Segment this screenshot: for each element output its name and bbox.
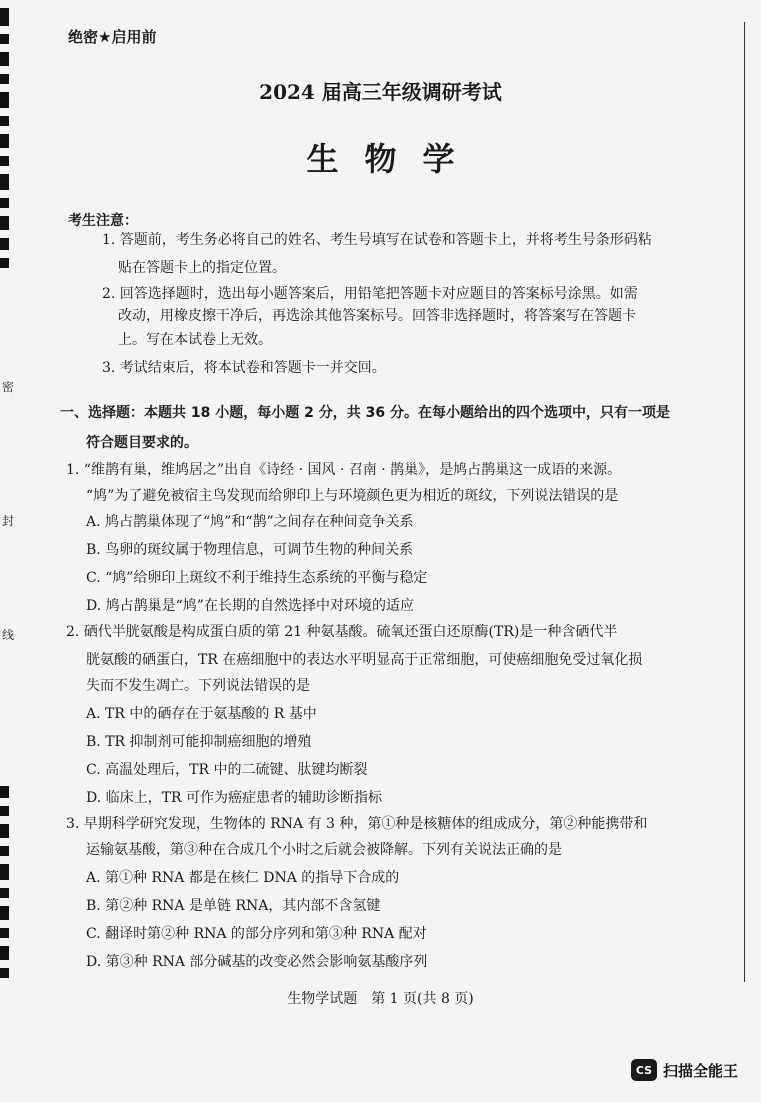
notice-line: 上。写在本试卷上无效。 [118, 332, 272, 348]
confidential-label: 绝密★启用前 [68, 28, 157, 46]
question-1-stem: “鸠”为了避免被宿主鸟发现而给卵印上与环境颜色更为相近的斑纹，下列说法错误的是 [86, 488, 619, 504]
notice-line: 3. 考试结束后，将本试卷和答题卡一并交回。 [102, 360, 386, 376]
camscanner-icon: CS [631, 1059, 657, 1081]
question-3-stem: 3. 早期科学研究发现，生物体的 RNA 有 3 种，第①种是核糖体的组成成分，第②种能携带和 [66, 816, 648, 832]
notice-line: 2. 回答选择题时，选出每小题答案后，用铅笔把答题卡对应题目的答案标号涂黑。如需 [102, 286, 638, 302]
question-2-stem: 2. 硒代半胱氨酸是构成蛋白质的第 21 种氨基酸。硫氧还蛋白还原酶(TR)是一种含硒代半 [66, 624, 618, 640]
notice-line: 改动，用橡皮擦干净后，再选涂其他答案标号。回答非选择题时，将答案写在答题卡 [118, 308, 636, 324]
question-2-stem: 失而不发生凋亡。下列说法错误的是 [86, 678, 310, 694]
question-3-option-b: B. 第②种 RNA 是单链 RNA，其内部不含氢键 [86, 898, 381, 914]
notice-line: 1. 答题前，考生务必将自己的姓名、考生号填写在试卷和答题卡上，并将考生号条形码粘 [102, 232, 652, 248]
watermark-text: 扫描全能王 [663, 1061, 739, 1080]
question-1-option-d: D. 鸠占鹊巢是“鸠”在长期的自然选择中对环境的适应 [86, 598, 414, 614]
exam-title: 2024 届高三年级调研考试 [259, 80, 502, 104]
section-heading-cont: 符合题目要求的。 [86, 435, 198, 451]
question-1-option-b: B. 鸟卵的斑纹属于物理信息，可调节生物的种间关系 [86, 542, 414, 558]
section-heading: 一、选择题：本题共 18 小题，每小题 2 分，共 36 分。在每小题给出的四个选项中，只有一项是 [60, 405, 670, 421]
side-mark-line: 线 [2, 628, 15, 642]
notice-heading: 考生注意： [68, 213, 138, 229]
question-1-option-a: A. 鸠占鹊巢体现了“鸠”和“鹊”之间存在种间竞争关系 [86, 514, 414, 530]
question-1-stem: 1. “维鹊有巢，维鸠居之”出自《诗经 · 国风 · 召南 · 鹊巢》，是鸠占鹊巢这一成语的来源。 [66, 462, 622, 478]
notice-line: 贴在答题卡上的指定位置。 [118, 260, 286, 276]
scanner-watermark [631, 1059, 738, 1081]
question-3-option-d: D. 第③种 RNA 部分碱基的改变必然会影响氨基酸序列 [86, 954, 428, 970]
subject-title: 生物学 [306, 140, 481, 178]
question-2-option-a: A. TR 中的硒存在于氨基酸的 R 基中 [86, 706, 317, 722]
question-2-stem: 胱氨酸的硒蛋白，TR 在癌细胞中的表达水平明显高于正常细胞，可使癌细胞免受过氧化损 [86, 652, 643, 668]
question-3-option-c: C. 翻译时第②种 RNA 的部分序列和第③种 RNA 配对 [86, 926, 427, 942]
side-mark-seal-2: 封 [2, 514, 15, 528]
side-mark-seal: 密 [2, 380, 15, 394]
question-1-option-c: C. “鸠”给卵印上斑纹不利于维持生态系统的平衡与稳定 [86, 570, 428, 586]
question-3-option-a: A. 第①种 RNA 都是在核仁 DNA 的指导下合成的 [86, 870, 400, 886]
page-footer: 生物学试题 第 1 页(共 8 页) [287, 991, 474, 1007]
question-2-option-b: B. TR 抑制剂可能抑制癌细胞的增殖 [86, 734, 312, 750]
question-2-option-c: C. 高温处理后，TR 中的二硫键、肽键均断裂 [86, 762, 368, 778]
question-2-option-d: D. 临床上，TR 可作为癌症患者的辅助诊断指标 [86, 790, 382, 806]
question-3-stem: 运输氨基酸，第③种在合成几个小时之后就会被降解。下列有关说法正确的是 [86, 842, 562, 858]
